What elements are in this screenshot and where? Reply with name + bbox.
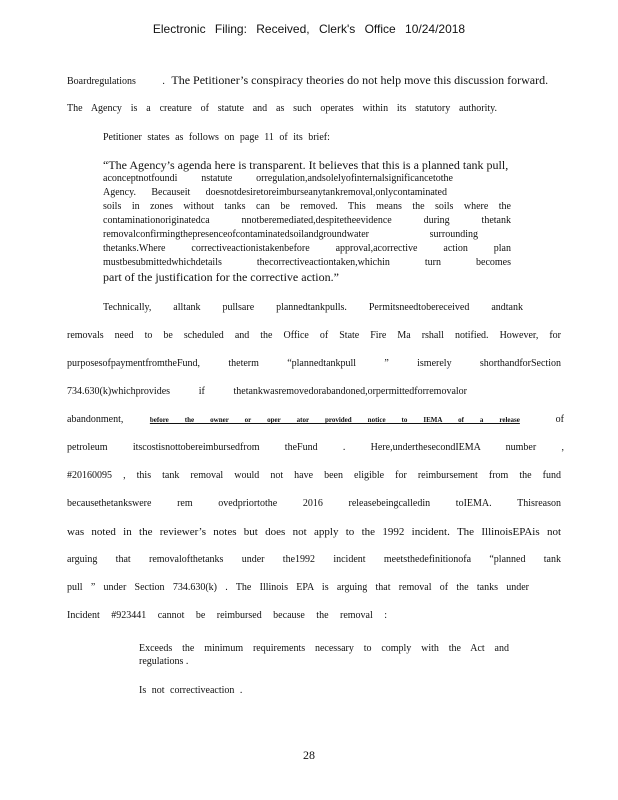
body-line-5-end: of <box>555 414 564 425</box>
body-line-6: petroleum itscostisnottobereimbursedfrom theFund . Here,underthesecondIEMA number , <box>67 442 564 453</box>
quote-line-5: contaminationoriginatedca nnotberemediated,despitetheevidence during thetank <box>103 215 511 226</box>
quote-line-7: thetanks.Where correctiveactionistakenbefore approval,acorrective action plan <box>103 243 511 254</box>
body-line-9: was noted in the reviewer’s notes but does not apply to the 1992 incident. The IllinoisEPAis not <box>67 526 561 538</box>
paragraph-3: Petitioner states as follows on page 11 of its brief: <box>103 132 330 143</box>
body-line-4: 734.630(k)whichprovides if thetankwasremovedorabandoned,orpermittedforremovalor <box>67 386 467 397</box>
quote-line-2: aconceptnotfoundi nstatute orregulation,andsolelyofinternalsignificancetothe <box>103 173 453 184</box>
body-line-1: Technically, alltank pullsare plannedtankpulls. Permitsneedtobereceived andtank <box>103 302 523 313</box>
body-line-12: Incident #923441 cannot be reimbursed because the removal : <box>67 610 387 621</box>
body-line-5 <box>67 414 564 426</box>
filing-header: Electronic Filing: Received, Clerk's Office 10/24/2018 <box>152 22 466 36</box>
body-line-11: pull ” under Section 734.630(k) . The Illinois EPA is arguing that removal of the tanks under <box>67 582 529 593</box>
paragraph-2: The Agency is a creature of statute and as such operates within its statutory authority. <box>67 103 497 114</box>
body-line-3: purposesofpaymentfromtheFund, theterm “plannedtankpull ” ismerely shorthandforSection <box>67 358 561 369</box>
quote-line-1: “The Agency’s agenda here is transparent. It believes that this is a planned tank pull, <box>103 158 509 172</box>
body-line-5-underlined: before the owner or oper ator provided notice to IEMA of a release <box>149 416 520 424</box>
quote-line-4: soils in zones without tanks can be removed. This means the soils where the <box>103 201 511 212</box>
body-line-2: removals need to be scheduled and the Office of State Fire Ma rshall notified. However, for <box>67 330 561 341</box>
quote-line-9: part of the justification for the corrective action.” <box>103 270 339 284</box>
paragraph-1 <box>67 74 547 88</box>
bullet-2-line-1: Is not correctiveaction . <box>139 685 243 696</box>
paragraph-1-rest: The Petitioner’s conspiracy theories do not help move this discussion forward. <box>171 73 549 87</box>
page-number: 28 <box>303 748 315 762</box>
bullet-1-line-2: regulations . <box>139 656 189 667</box>
paragraph-1-dot: . <box>162 76 165 87</box>
body-line-5-start: abandonment, <box>67 414 124 425</box>
paragraph-1-lead: Boardregulations <box>67 76 136 87</box>
body-line-10: arguing that removalofthetanks under the1992 incident meetsthedefinitionofa “planned tank <box>67 554 561 565</box>
body-line-7: #20160095 , this tank removal would not have been eligible for reimbursement from the fund <box>67 470 561 481</box>
quote-line-8: mustbesubmittedwhichdetails thecorrectiveactiontaken,whichin turn becomes <box>103 257 511 268</box>
body-line-8: becausethetankswere rem ovedpriortothe 2016 releasebeingcalledin toIEMA. Thisreason <box>67 498 561 509</box>
quote-line-3: Agency. Becauseit doesnotdesiretoreimburseanytankremoval,onlycontaminated <box>103 187 447 198</box>
bullet-1-line-1: Exceeds the minimum requirements necessary to comply with the Act and <box>139 643 509 654</box>
quote-line-6: removalconfirmingthepresenceofcontaminatedsoilandgroundwater surrounding <box>103 229 478 240</box>
